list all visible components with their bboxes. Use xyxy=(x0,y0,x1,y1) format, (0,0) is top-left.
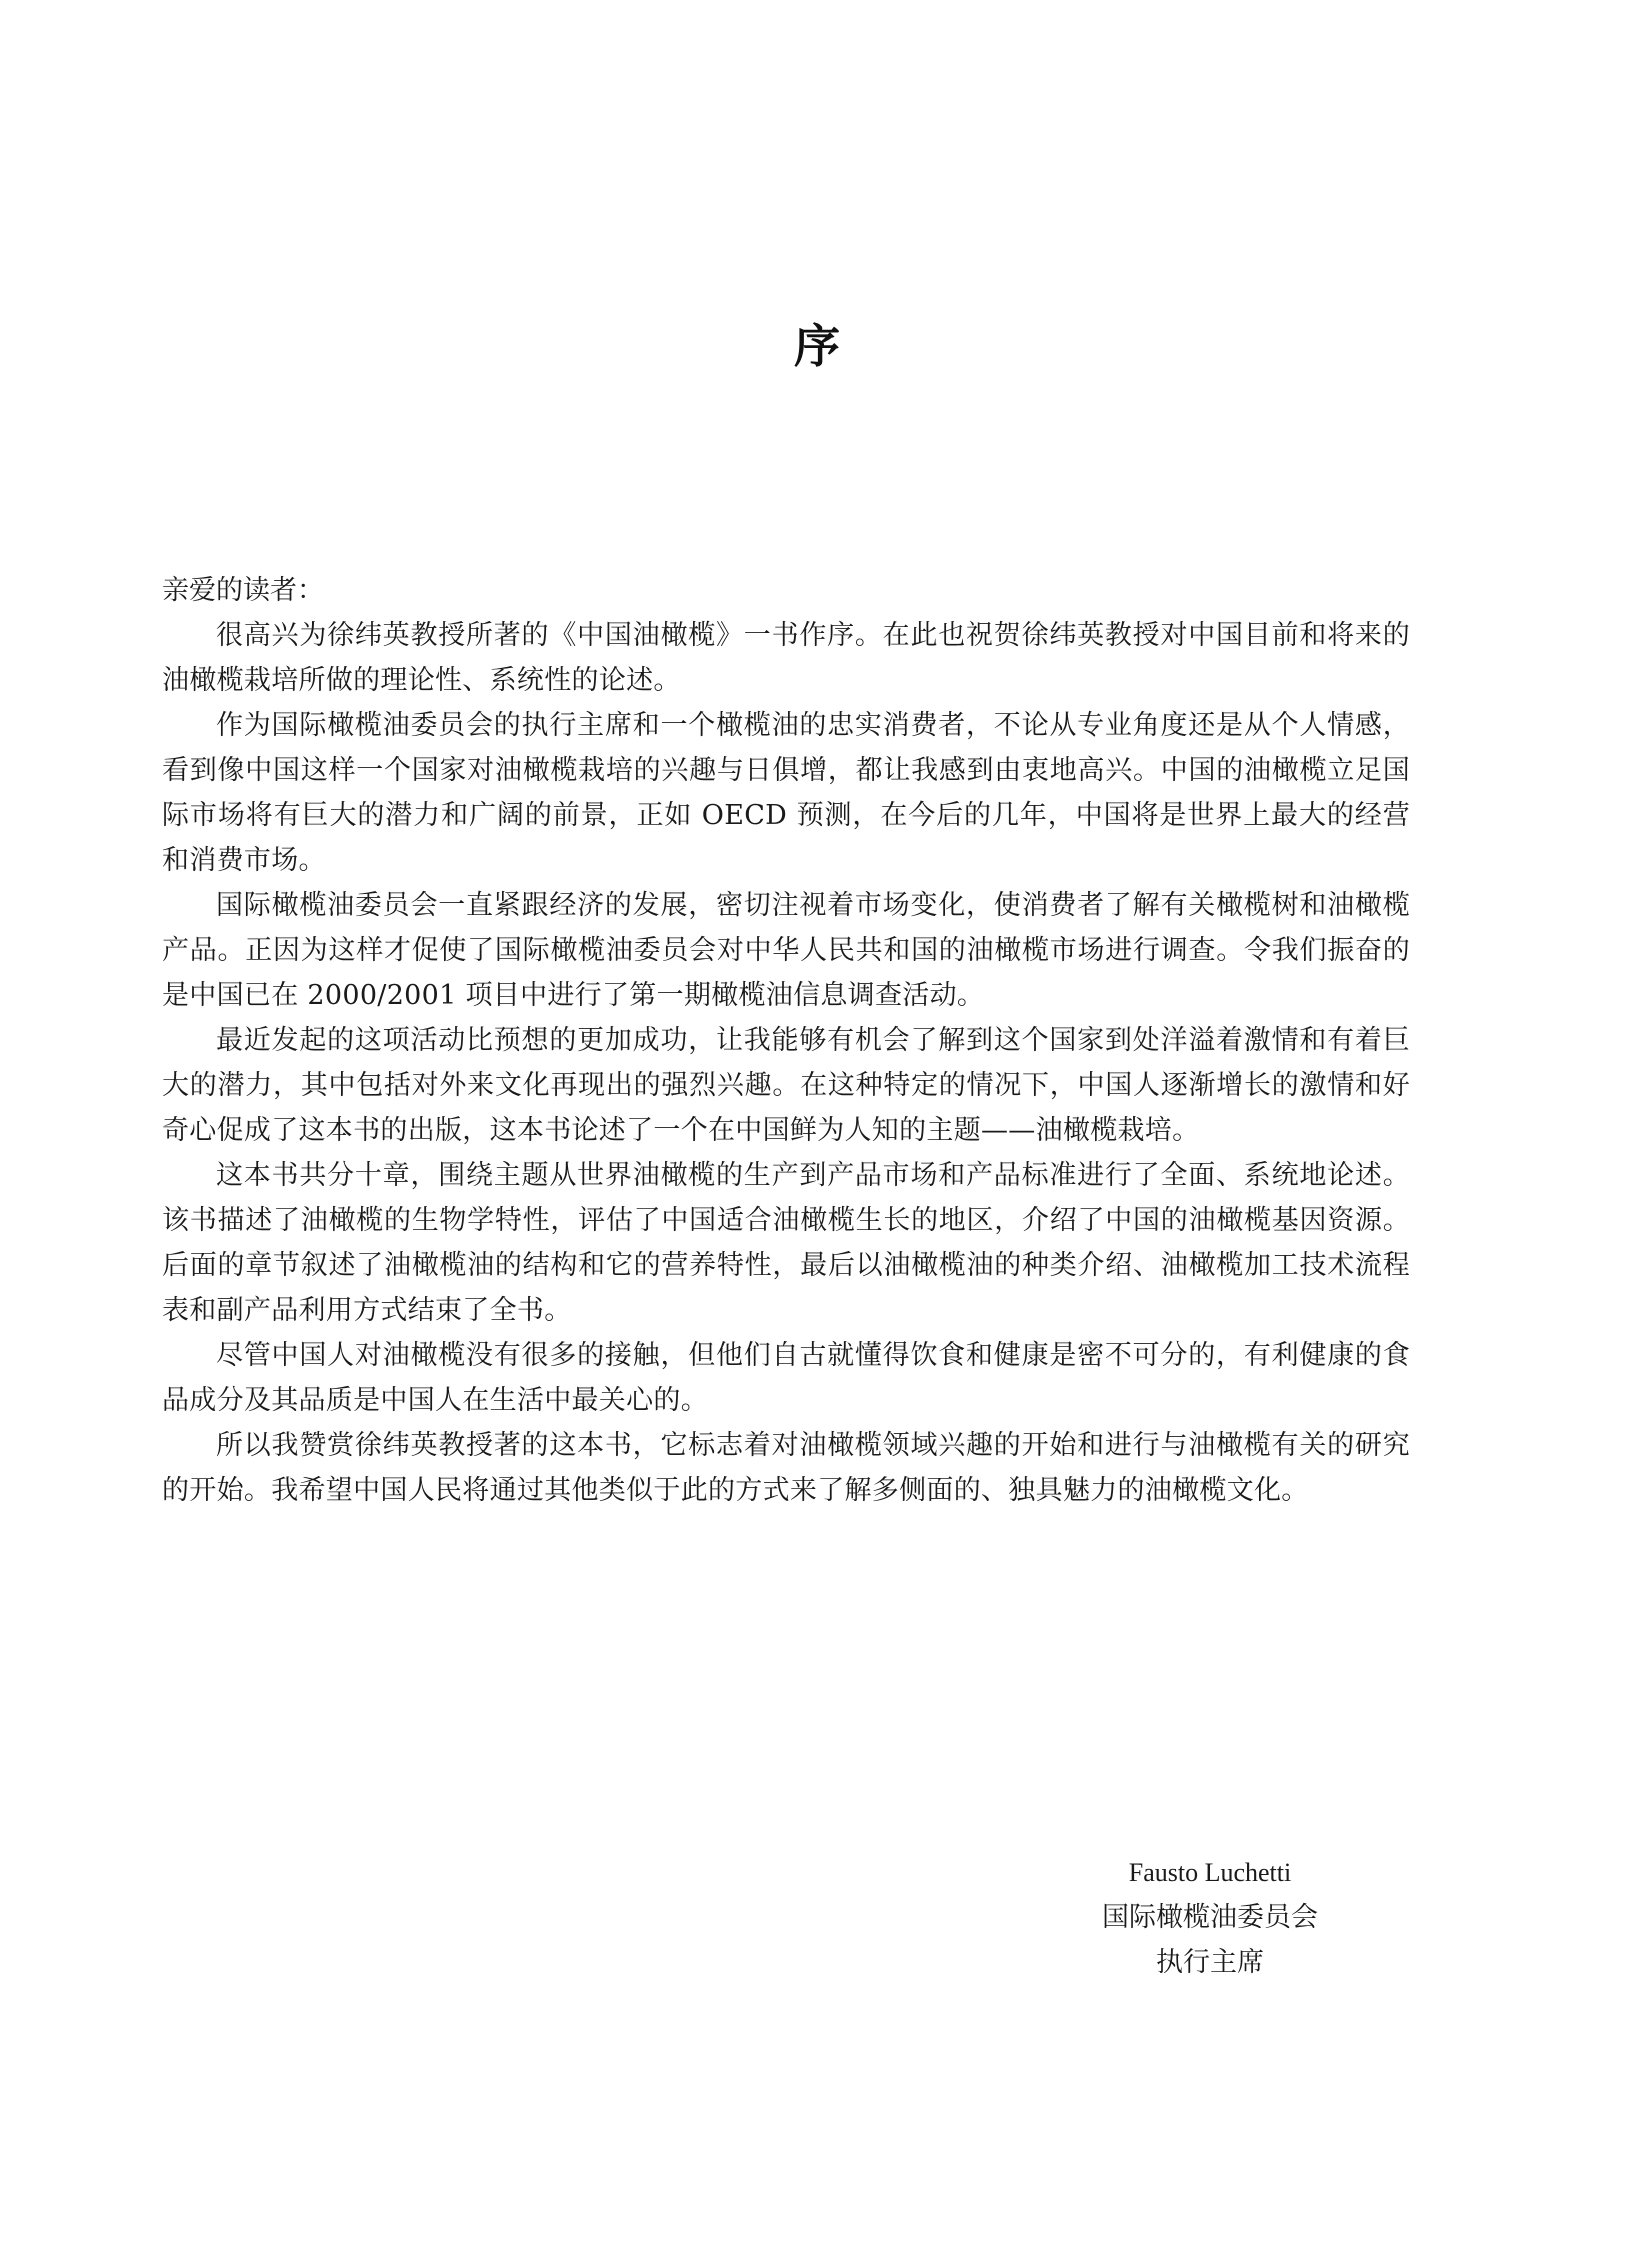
page-title: 序 xyxy=(794,319,840,373)
signature-organization: 国际橄榄油委员会 xyxy=(1102,1902,1318,1933)
signature-name: Fausto Luchetti xyxy=(1128,1858,1292,1887)
paragraph-5: 这本书共分十章，围绕主题从世界油橄榄的生产到产品市场和产品标准进行了全面、系统地论述。该书描述了油橄榄的生物学特性，评估了中国适合油橄榄生长的地区，介绍了中国的油橄榄基因资源。后面的章节叙述了油橄榄油的结构和它的营养特性，最后以油橄榄油的种类介绍、油橄榄加工技术流程表和副产品利用方式结束了全书。 xyxy=(162,1160,1410,1326)
paragraph-6: 尽管中国人对油橄榄没有很多的接触，但他们自古就懂得饮食和健康是密不可分的，有利健康的食品成分及其品质是中国人在生活中最关心的。 xyxy=(162,1340,1410,1416)
paragraph-2: 作为国际橄榄油委员会的执行主席和一个橄榄油的忠实消费者，不论从专业角度还是从个人情感，看到像中国这样一个国家对油橄榄栽培的兴趣与日俱增，都让我感到由衷地高兴。中国的油橄榄立足国际市场将有巨大的潜力和广阔的前景，正如 OECD 预测，在今后的几年，中国将是世界上最大的经营和消费市场。 xyxy=(162,710,1410,876)
salutation: 亲爱的读者： xyxy=(162,575,324,606)
paragraph-3: 国际橄榄油委员会一直紧跟经济的发展，密切注视着市场变化，使消费者了解有关橄榄树和油橄榄产品。正因为这样才促使了国际橄榄油委员会对中华人民共和国的油橄榄市场进行调查。令我们振奋的是中国已在 2000/2001 项目中进行了第一期橄榄油信息调查活动。 xyxy=(162,890,1410,1011)
letter-body xyxy=(162,568,1410,1513)
signature-position: 执行主席 xyxy=(1156,1947,1264,1978)
paragraph-7: 所以我赞赏徐纬英教授著的这本书，它标志着对油橄榄领域兴趣的开始和进行与油橄榄有关的研究的开始。我希望中国人民将通过其他类似于此的方式来了解多侧面的、独具魅力的油橄榄文化。 xyxy=(162,1430,1410,1506)
signature-block xyxy=(1050,1850,1370,1985)
paragraph-1: 很高兴为徐纬英教授所著的《中国油橄榄》一书作序。在此也祝贺徐纬英教授对中国目前和将来的油橄榄栽培所做的理论性、系统性的论述。 xyxy=(162,620,1410,696)
paragraph-4: 最近发起的这项活动比预想的更加成功，让我能够有机会了解到这个国家到处洋溢着激情和有着巨大的潜力，其中包括对外来文化再现出的强烈兴趣。在这种特定的情况下，中国人逐渐增长的激情和好奇心促成了这本书的出版，这本书论述了一个在中国鲜为人知的主题——油橄榄栽培。 xyxy=(162,1025,1410,1146)
